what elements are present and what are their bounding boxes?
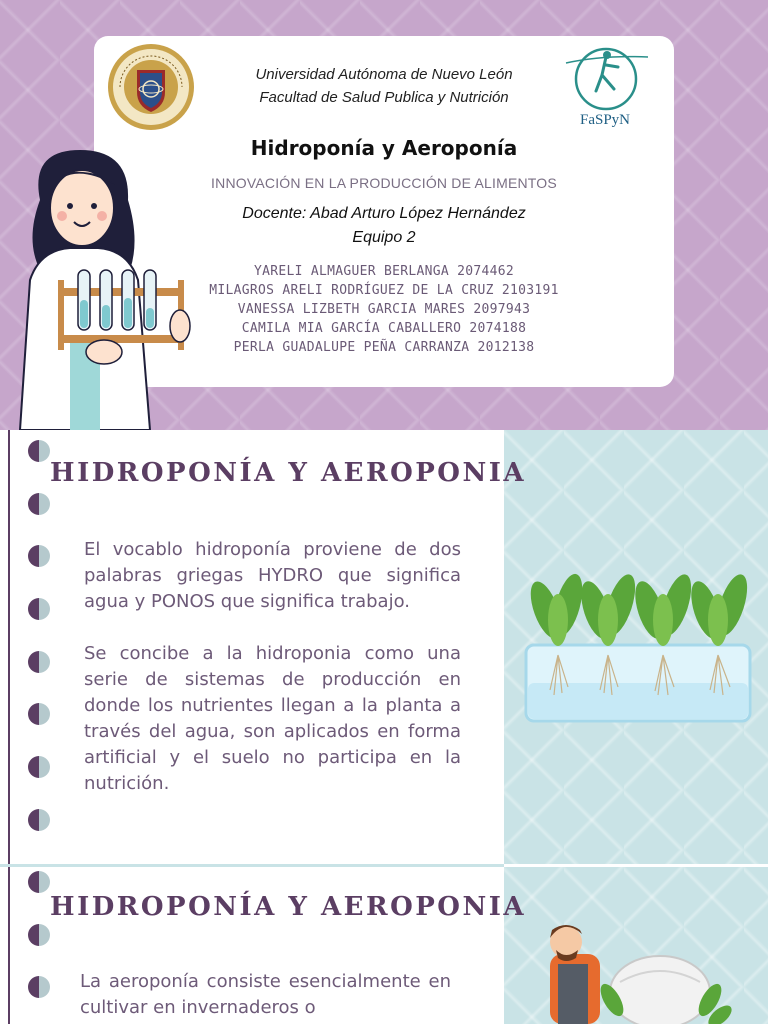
binder-spine [8,430,10,864]
team-members-list [180,262,588,357]
presentation-title: Hidroponía y Aeroponía [250,136,518,160]
university-seal-logo [106,42,196,132]
university-name: Universidad Autónoma de Nuevo León [255,66,513,83]
binder-ring [28,651,50,673]
team-member: PERLA GUADALUPE PEÑA CARRANZA 2012138 [233,340,535,355]
binder-ring [28,493,50,515]
binder-ring [28,871,50,893]
team-member: YARELI ALMAGUER BERLANGA 2074462 [253,264,515,279]
hydroponics-definition-text: Se concibe a la hidroponia como una serie de sistemas de producción en donde los nutrientes llegan a la planta a través del agua, son aplicados en forma artificial y el suelo no participa en la nutrición. [84,643,461,794]
presentation-subtitle: INNOVACIÓN EN LA PRODUCCIÓN DE ALIMENTOS [211,175,557,191]
hydroponic-plants-illustration [518,565,758,730]
binder-ring [28,756,50,778]
binder-ring [28,809,50,831]
binder-ring [28,924,50,946]
teacher-name: Docente: Abad Arturo López Hernández [242,205,526,222]
aeroponics-definition-text: La aeroponía consiste esencialmente en cultivar en invernaderos o [80,971,451,1018]
binder-ring [28,545,50,567]
faspyn-logo-text: FaSPyN [579,112,631,128]
section-title: HIDROPONÍA Y AEROPONIA [50,458,527,488]
scientist-illustration [0,140,200,430]
binder-ring [28,976,50,998]
team-member: VANESSA LIZBETH GARCIA MARES 2097943 [237,302,531,317]
farmer-illustration [520,920,760,1024]
binder-ring [28,440,50,462]
team-label: Equipo 2 [352,229,416,246]
faculty-name: Facultad de Salud Publica y Nutrición [259,89,509,106]
binder-ring [28,703,50,725]
binder-ring [28,598,50,620]
binder-spine [8,867,10,1024]
section-title: HIDROPONÍA Y AEROPONIA [50,892,527,922]
team-member: CAMILA MIA GARCÍA CABALLERO 2074188 [241,321,527,336]
team-member: MILAGROS ARELI RODRÍGUEZ DE LA CRUZ 2103191 [209,283,559,298]
title-slide [0,0,768,430]
hydroponics-etymology-text: El vocablo hidroponía proviene de dos palabras griegas HYDRO que significa agua y PONOS que significa trabajo. [84,539,461,612]
